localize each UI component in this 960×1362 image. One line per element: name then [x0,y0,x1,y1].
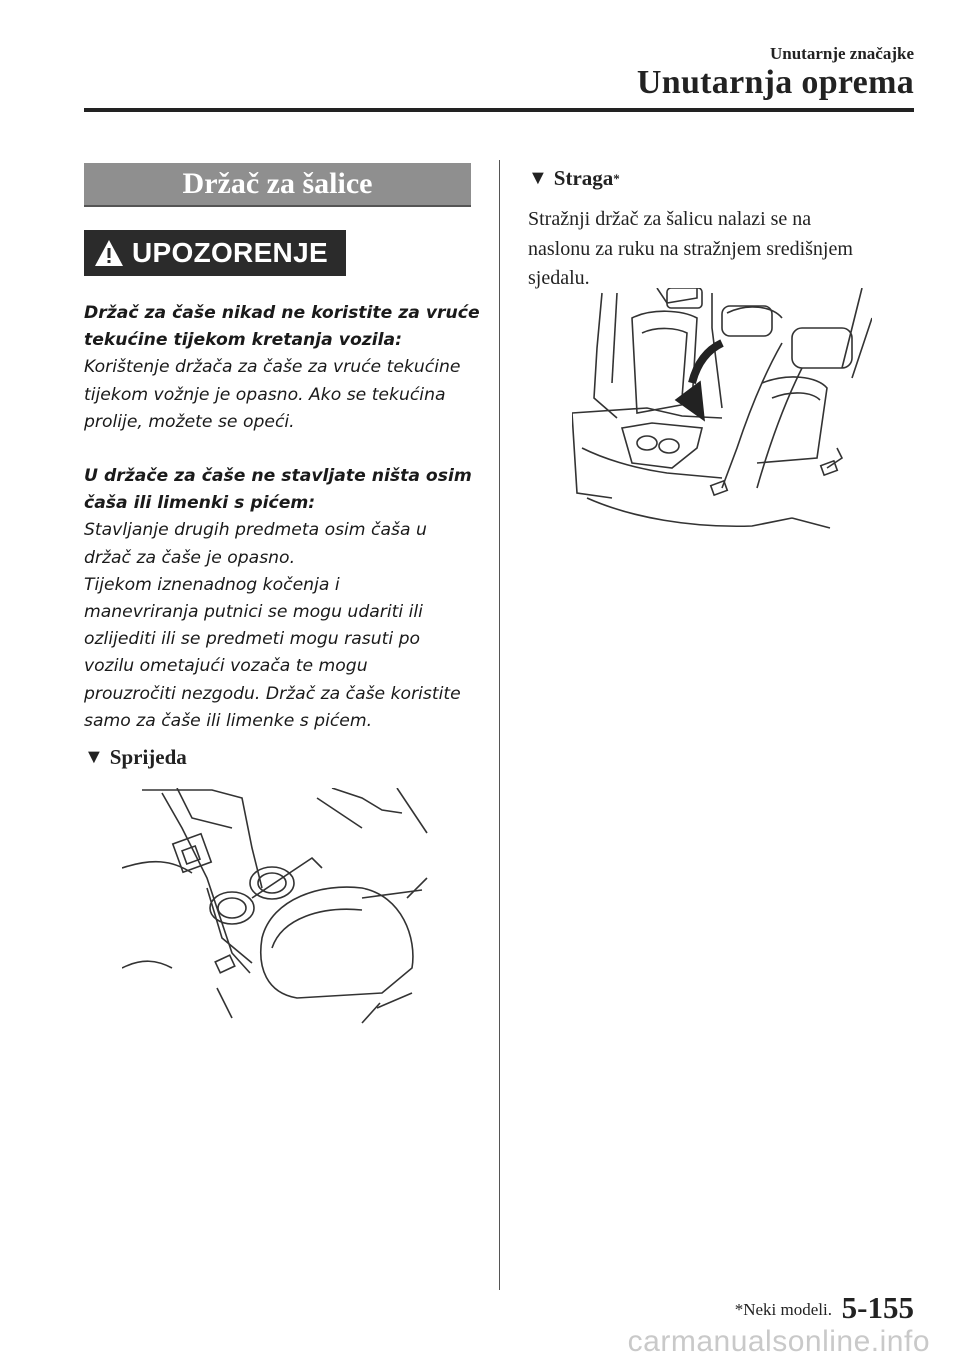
triangle-bullet-icon: ▼ [528,167,548,189]
section-heading: Unutarnja oprema [636,64,914,101]
warning-body-line: Korištenje držača za čaše za vruće tekućine [84,357,461,378]
column-divider [499,160,500,1290]
rear-cup-holder-illustration [572,288,872,546]
warning-body-line: Stavljanje drugih predmeta osim čaša u [84,520,427,541]
warning-body-line: tijekom vožnje je opasno. Ako se tekućina [84,384,446,405]
warning-body-line: prouzročiti nezgodu. Držač za čaše koristite [84,683,461,704]
front-cup-holder-illustration [122,788,434,1028]
front-heading [84,745,187,770]
rear-description [528,205,908,294]
page-number: 5-155 [841,1290,914,1325]
warning-body-line: ozlijediti ili se predmeti mogu rasuti po [84,629,421,650]
warning-body-line: samo za čaše ili limenke s pićem. [84,710,373,731]
front-heading-label: Sprijeda [109,745,187,769]
warning-body-line: Tijekom iznenadnog kočenja i [84,574,340,595]
rear-text-line: naslonu za ruku na stražnjem središnjem [528,237,853,260]
warning-triangle-icon [94,239,124,267]
warning-label: UPOZORENJE [132,237,328,268]
footnote: *Neki modeli. [734,1300,832,1319]
header-rule [84,108,914,112]
warning-body-line: držač za čaše je opasno. [84,547,296,568]
rear-heading-label: Straga [553,166,614,190]
warning-heading-2-line-1: U držače za čaše ne stavljate ništa osim [84,466,472,487]
warning-heading-2-line-2: čaša ili limenki s pićem: [84,493,316,514]
watermark-text: carmanualsonline.info [627,1325,930,1358]
warning-heading-1-line-1: Držač za čaše nikad ne koristite za vruće [84,303,480,323]
warning-body-line: prolije, možete se opeći. [84,411,295,432]
warning-body-line: vozilu ometajući vozača te mogu [84,656,368,677]
warning-heading-1-line-2: tekućine tijekom kretanja vozila: [84,330,403,351]
page-title: Držač za šalice [84,163,471,207]
warning-banner [84,230,346,276]
chapter-label: Unutarnje značajke [769,44,914,63]
warning-text [84,300,484,735]
footnote-marker: * [613,170,620,186]
warning-body-line: manevriranja putnici se mogu udariti ili [84,602,423,623]
rear-heading [528,166,620,191]
triangle-bullet-icon: ▼ [84,746,104,768]
rear-text-line: sjedalu. [528,267,590,289]
rear-text-line: Stražnji držač za šalicu nalazi se na [528,208,812,230]
